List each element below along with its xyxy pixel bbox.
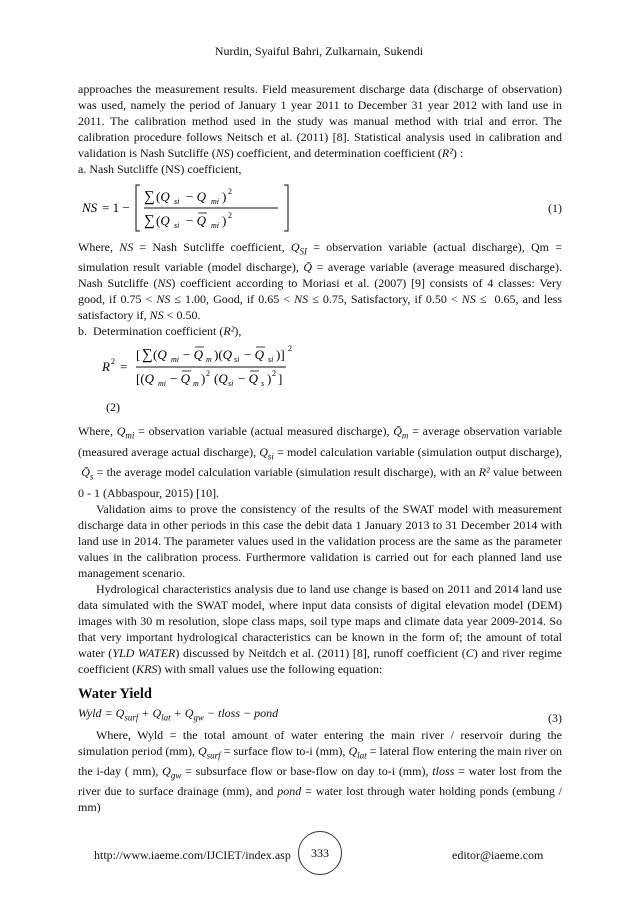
svg-text:2: 2 <box>288 344 292 354</box>
svg-text:2: 2 <box>228 187 232 196</box>
svg-text:si: si <box>174 197 180 206</box>
svg-text:2: 2 <box>228 211 232 220</box>
svg-text:)]: )] <box>276 347 285 363</box>
equation-3 <box>78 705 562 727</box>
svg-text:mi: mi <box>211 197 219 206</box>
svg-text:∑: ∑ <box>142 347 153 364</box>
svg-text:(Q: (Q <box>156 213 170 228</box>
svg-text:NS: NS <box>82 200 98 215</box>
svg-text:R: R <box>102 359 110 375</box>
svg-text:2: 2 <box>111 357 115 367</box>
list-item-a: a. Nash Sutcliffe (NS) coefficient, <box>78 162 242 176</box>
svg-text:mi: mi <box>158 379 166 389</box>
svg-text:): ) <box>267 371 272 387</box>
svg-text:mi: mi <box>211 221 219 230</box>
svg-text:m: m <box>206 355 212 365</box>
list-item-b: b. Determination coefficient (R²), <box>78 324 242 339</box>
svg-text:− Q: − Q <box>186 189 206 204</box>
body-content <box>78 81 562 815</box>
svg-text:si: si <box>234 355 240 365</box>
paragraph-ns-definition: Where, NS = Nash Sutcliffe coefficient, $Q_{SI}$ = observation variable (actual discharge), Qm = simulation result variable (model discharge), Q̄ = average variable (average measured discharge). Nash Sutcliffe (NS) coefficient according to Moriasi et al. (2007) [9] consists of 4 classes: Very good, if 0.75 < NS ≤ 1.00, Good, if 0.65 < NS ≤ 0.75, Satisfactory, if 0.50 < NS ≤ 0.65, and less satisfactory if, NS < 0.50. <box>78 240 563 323</box>
svg-text:(Q: (Q <box>156 189 170 204</box>
equation-2 <box>78 341 562 421</box>
svg-text:(Q: (Q <box>153 347 167 363</box>
svg-text:∑: ∑ <box>144 189 155 205</box>
paragraph-wyld-definition: Where, Wyld = the total amount of water entering the main river / reservoir during the simulation period (mm), $Q_{surf}$ = surface flow to-i (mm), $Q_{lat}$ = lateral flow entering the main river on the i-day ( mm), $Q_{gw}$ = subsurface flow or base-flow on day to-i (mm), tloss = water lost from the river due to surface drainage (mm), and pond = water lost through water holding ponds (embung / mm) <box>78 727 563 815</box>
equation-1-graphic <box>78 179 562 237</box>
equation-2-number: (2) <box>106 400 120 415</box>
svg-text:s: s <box>261 379 265 389</box>
paragraph-calibration: approaches the measurement results. Field measurement discharge data (discharge of observation) was used, namely the period of January 1 year 2011 to December 31 year 2012 with land use in 2011. The calibration method used in the study was manual method with trial and error. The calibration procedure follows Neitsch et al. (2011) [8]. Statistical analysis used in calibration and validation is Nash Sutcliffe (NS) coefficient, and determination coefficient (R²) : <box>78 82 562 160</box>
svg-text:)(Q: )(Q <box>214 347 233 363</box>
svg-text:(Q: (Q <box>214 371 228 387</box>
equation-1-number: (1) <box>548 201 562 215</box>
svg-text:mi: mi <box>171 355 179 365</box>
svg-text:2: 2 <box>206 369 210 379</box>
equation-2-graphic <box>78 341 562 421</box>
svg-text:si: si <box>228 379 234 389</box>
svg-text:∑: ∑ <box>144 213 155 229</box>
svg-text:− Q: − Q <box>238 371 258 387</box>
svg-text:): ) <box>222 213 227 228</box>
equation-1 <box>78 179 562 237</box>
svg-text:): ) <box>222 189 227 204</box>
svg-text:si: si <box>268 355 274 365</box>
svg-text:= 1 −: = 1 − <box>102 200 130 215</box>
svg-text:[(Q: [(Q <box>136 371 155 387</box>
section-heading-water-yield: Water Yield <box>78 685 152 702</box>
svg-text:m: m <box>193 379 199 389</box>
svg-text:− Q: − Q <box>170 371 190 387</box>
equation-3-formula: Wyld = $Q_{surf} + Q_{lat} + Q_{gw}$ − tloss − pond <box>78 705 279 722</box>
footer-url[interactable]: http://www.iaeme.com/IJCIET/index.asp <box>94 848 291 862</box>
svg-text:− Q: − Q <box>186 213 206 228</box>
page-number: 333 <box>298 831 342 875</box>
paragraph-hydrological: Hydrological characteristics analysis due to land use change is based on 2011 and 2014 land use data simulated with the SWAT model, where input data consists of digital elevation model (DEM) images with 30 m resolution, slope class maps, soil type maps and climate data year 2009-2014. So that very important hydrological characteristics can be known in the form of; the amount of total water (YLD WATER) discussed by Neitdch et al. (2011) [8], runoff coefficient (C) and river regime coefficient (KRS) with small values use the following equation: <box>78 581 563 676</box>
svg-text:− Q: − Q <box>183 347 203 363</box>
footer-email[interactable]: editor@iaeme.com <box>452 848 544 862</box>
svg-text:): ) <box>201 371 206 387</box>
svg-text:2: 2 <box>272 369 276 379</box>
svg-text:=: = <box>120 359 128 375</box>
equation-3-number: (3) <box>548 710 562 725</box>
svg-text:[: [ <box>136 347 141 363</box>
running-header: Nurdin, Syaiful Bahri, Zulkarnain, Sukendi <box>214 44 424 58</box>
svg-text:si: si <box>174 221 180 230</box>
paragraph-r2-definition: Where, $Q_{mi}$ = observation variable (actual measured discharge), $Q̄_m$ = average observation variable (measured average actual discharge), $Q_{si}$ = model calculation variable (simulation output discharge), $Q̄_s$ = the average model calculation variable (simulation result discharge), with an R² value between 0 - 1 (Abbaspour, 2015) [10]. <box>78 424 563 500</box>
svg-text:− Q: − Q <box>244 347 264 363</box>
svg-text:]: ] <box>278 371 283 387</box>
paragraph-validation: Validation aims to prove the consistency of the results of the SWAT model with measurement discharge data in other periods in this case the debit data 1 January 2013 to 31 December 2014 with land use in 2014. The parameter values used in the validation process are the same as the parameter values in the calibration process. Furthermore validation is carried out for each planned land use management scenario. <box>78 501 562 580</box>
